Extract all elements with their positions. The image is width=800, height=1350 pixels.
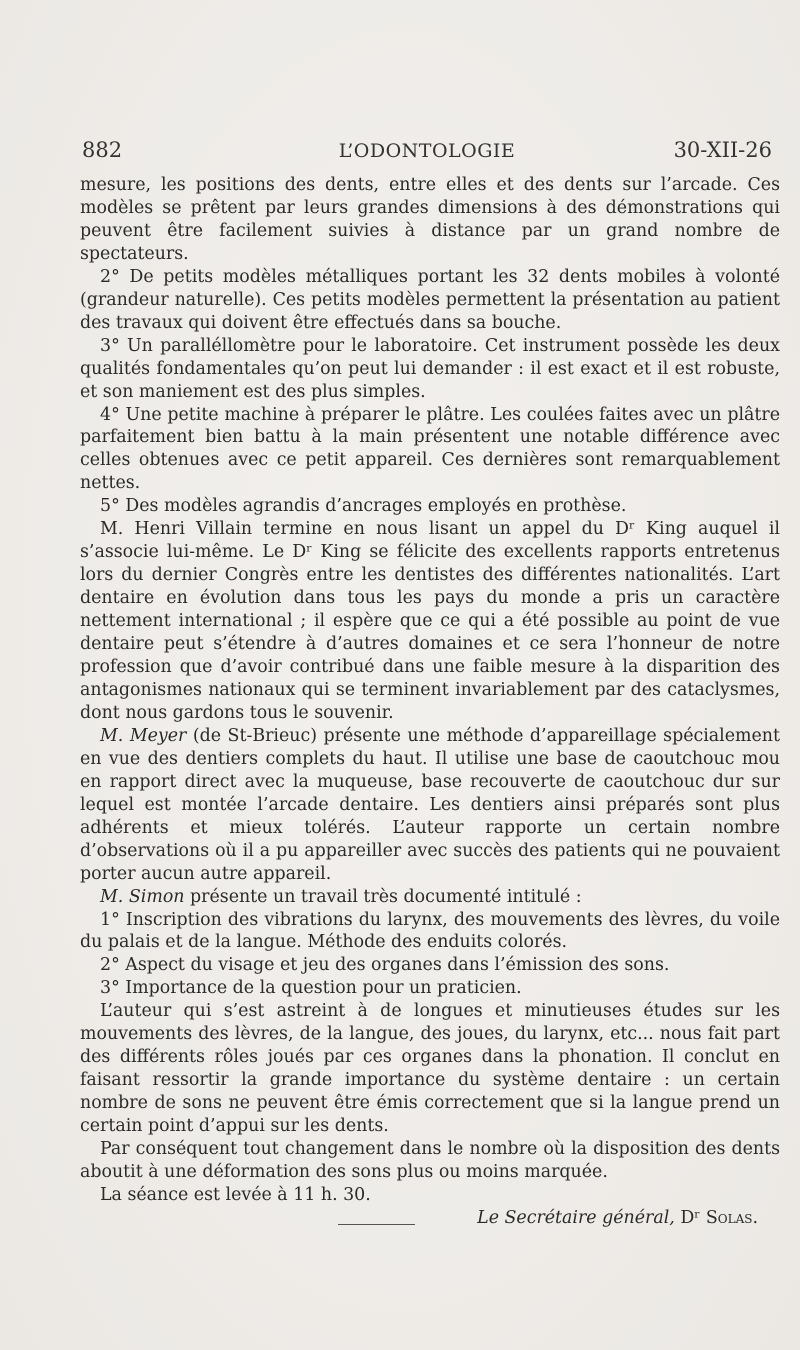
signature-prefix: Dʳ [680,1207,706,1228]
paragraph [80,495,780,518]
signature [80,1207,780,1230]
paragraph [80,174,780,266]
speaker-name: M. Simon [100,886,185,907]
paragraph-text: 3° Un paralléllomètre pour le laboratoire. Cet instrument possède les deux qualités fondamentales qu’on peut lui demander : il est exact et il est robuste, et son maniement est des plus simples. [80,335,780,402]
end-rule [338,1224,415,1225]
paragraph [80,977,780,1000]
paragraph [80,725,780,886]
paragraph [80,886,780,909]
page-body [80,174,780,1230]
paragraph [80,1000,780,1138]
paragraph-text: 1° Inscription des vibrations du larynx, des mouvements des lèvres, du voile du palais et de la langue. Méthode des enduits colorés. [80,909,780,953]
paragraph-text: 2° Aspect du visage et jeu des organes dans l’émission des sons. [100,955,670,976]
paragraph-text: présente un travail très documenté intitulé : [184,886,582,907]
paragraph-text: La séance est levée à 11 h. 30. [100,1184,371,1205]
paragraph [80,954,780,977]
paragraph-text: 3° Importance de la question pour un praticien. [100,978,522,999]
paragraph [80,909,780,955]
paragraph-text: 5° Des modèles agrandis d’ancrages employés en prothèse. [100,496,627,517]
paragraph [80,518,780,725]
paragraph-text: L’auteur qui s’est astreint à de longues et minutieuses études sur les mouvements des lèvres, de la langue, des joues, du larynx, etc... nous fait part des différents rôles joués par ces organes dans la phonation. Il conclut en faisant ressortir la grande importance du système dentaire : un certain nombre de sons ne peuvent être émis correctement que si la langue prend un certain point d’appui sur les dents. [80,1001,780,1137]
paragraph [80,1138,780,1184]
journal-title: L’ODONTOLOGIE [338,140,516,162]
paragraph-text: 4° Une petite machine à préparer le plâtre. Les coulées faites avec un plâtre parfaitement bien battu à la main présentent une notable différence avec celles obtenues avec ce petit appareil. Ces dernières sont remarquablement nettes. [80,404,780,494]
signature-role: Le Secrétaire général, [477,1207,675,1228]
signature-name: Solas. [705,1207,758,1228]
paragraph-text: mesure, les positions des dents, entre elles et des dents sur l’arcade. Ces modèles se prêtent par leurs grandes dimensions à des démonstrations qui peuvent être facilement suivies à distance par un grand nombre de spectateurs. [80,175,780,264]
paragraph-text: M. Henri Villain termine en nous lisant un appel du Dʳ King auquel il s’associe lui-même. Le Dʳ King se félicite des excellents rapports entretenus lors du dernier Congrès entre les dentistes des différentes nationalités. L’art dentaire en évolution dans tous les pays du monde a pris un caractère nettement international ; il espère que ce qui a été possible au point de vue dentaire peut s’étendre à d’autres domaines et ce sera l’honneur de notre profession que d’avoir contribué dans une faible mesure à la disparition des antagonismes nationaux qui se terminent invariablement par des cataclysmes, dont nous gardons tous le souvenir. [80,519,780,723]
paragraph [80,1184,780,1207]
issue-date: 30-XII-26 [673,138,772,162]
page-header [82,138,772,168]
paragraph [80,266,780,335]
paragraph-text: Par conséquent tout changement dans le nombre où la disposition des dents aboutit à une déformation des sons plus ou moins marquée. [80,1139,780,1182]
paragraph-text: 2° De petits modèles métalliques portant les 32 dents mobiles à volonté (grandeur naturelle). Ces petits modèles permettent la présentation au patient des travaux qui doivent être effectués dans sa bouche. [80,266,780,333]
paragraph [80,335,780,404]
paragraph-text: (de St-Brieuc) présente une méthode d’appareillage spécialement en vue des dentiers complets du haut. Il utilise une base de caoutchouc mou en rapport direct avec la muqueuse, base recouverte de caoutchouc dur sur lequel est montée l’arcade dentaire. Les dentiers ainsi préparés sont plus adhérents et mieux tolérés. L’auteur rapporte un certain nombre d’observations où il a pu appareiller avec succès des patients qui ne pouvaient porter aucun autre appareil. [80,725,780,884]
page-number: 882 [82,138,123,162]
paragraph [80,404,780,496]
speaker-name: M. Meyer [100,725,187,746]
